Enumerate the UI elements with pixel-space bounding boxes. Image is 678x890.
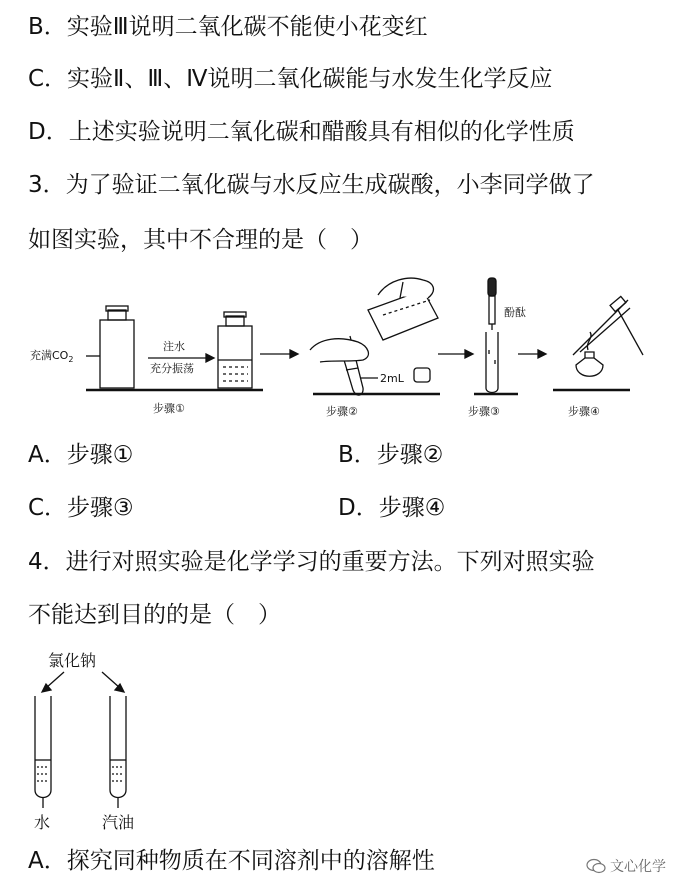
question-3-figure [28,270,658,430]
option-c-previous: C．实验Ⅱ、Ⅲ、Ⅳ说明二氧化碳能与水发生化学反应 [28,66,553,92]
gasoline-test-tube [110,696,126,808]
wechat-icon [586,858,606,874]
salt-label: 氯化钠 [48,651,97,670]
gasoline-label: 汽油 [102,813,135,832]
question-4-line-1: 4．进行对照实验是化学学习的重要方法。下列对照实验 [28,549,595,575]
watermark [586,856,666,876]
question-4-line-2: 不能达到目的的是（ ） [28,602,281,628]
step-3-apparatus [474,278,546,394]
step-2-label: 步骤② [326,405,358,418]
question-4-option-a: A．探究同种物质在不同溶剂中的溶解性 [28,848,435,874]
water-test-tube [35,696,51,808]
option-d-previous: D．上述实验说明二氧化碳和醋酸具有相似的化学性质 [28,119,575,145]
water-label: 水 [34,813,51,832]
question-3-option-c: C．步骤③ [28,495,134,521]
shake-label: 充分振荡 [150,362,194,375]
step-4-apparatus [553,296,643,390]
step-1-apparatus [86,306,298,390]
step-4-label: 步骤④ [568,405,600,418]
watermark-text: 文心化学 [610,859,666,875]
step-3-label: 步骤③ [468,405,500,418]
indicator-label: 酚酞 [504,306,526,319]
co2-label: 充满$CO_2$ [30,349,74,364]
question-4-figure [28,640,188,840]
question-3-option-b: B．步骤② [338,442,444,468]
question-3-option-a: A．步骤① [28,442,134,468]
volume-label: 2mL [380,372,404,385]
question-3-option-d: D．步骤④ [338,495,446,521]
question-3-line-1: 3．为了验证二氧化碳与水反应生成碳酸，小李同学做了 [28,172,595,198]
water-label: 注水 [163,340,185,353]
question-3-line-2: 如图实验，其中不合理的是（ ） [28,227,373,253]
option-b-previous: B．实验Ⅲ说明二氧化碳不能使小花变红 [28,14,428,40]
step-1-label: 步骤① [153,402,185,415]
